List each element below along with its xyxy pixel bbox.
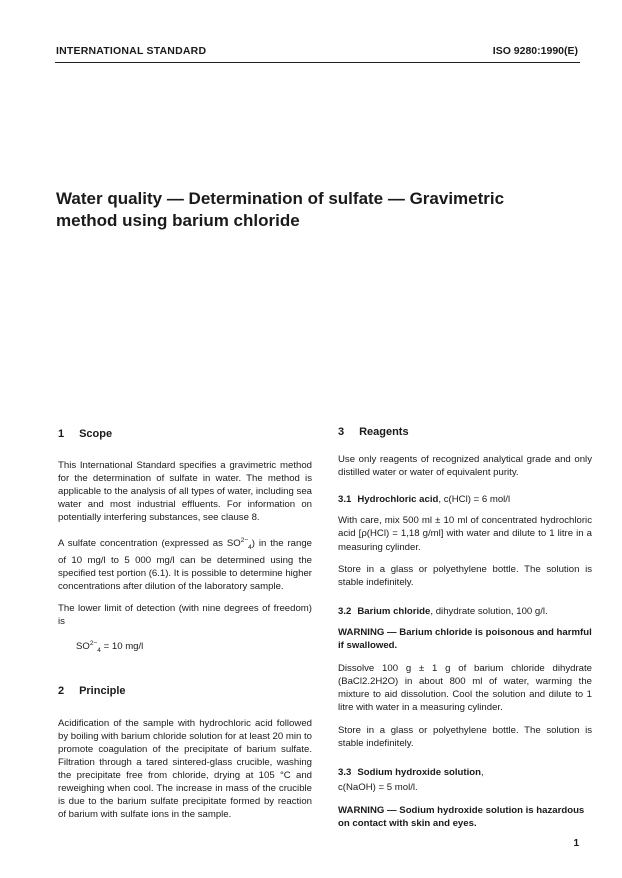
scope-paragraph-3: The lower limit of detection (with nine degrees of freedom) is (58, 603, 312, 628)
section-number: 2 (58, 685, 65, 698)
barium-storage: Store in a glass or polyethylene bottle. The solution is stable indefinitely. (338, 724, 592, 749)
section-number: 1 (58, 428, 65, 440)
section-title: Reagents (359, 426, 409, 438)
section-3-heading (338, 426, 592, 439)
warning-label: WARNING — (338, 626, 400, 638)
section-2-heading (58, 685, 312, 698)
formula-value: = 10 mg/l (100, 641, 144, 653)
header-divider (55, 62, 580, 63)
formula-subscript: 4 (97, 647, 101, 655)
hcl-storage: Store in a glass or polyethylene bottle. The solution is stable indefinitely. (338, 563, 592, 588)
scope-paragraph-1: This International Standard specifies a gravimetric method for the determination of sulfate in water. The method is applicable to the analysis of all types of water, including sea water and most industrial effluents. For information on potentially interfering substances, see clause 8. (58, 460, 312, 524)
standard-number: ISO 9280:1990(E) (492, 45, 578, 57)
formula-symbol: SO (76, 641, 90, 653)
sulfate-charge: 2− (240, 536, 249, 544)
subsection-number: 3.3 (338, 766, 352, 778)
right-column (338, 426, 592, 840)
section-title: Principle (79, 685, 126, 698)
title-line-1: Water quality — Determination of sulfate — Gravimetric (56, 189, 505, 208)
section-title: Scope (79, 428, 113, 440)
subsection-title: Hydrochloric acid (357, 494, 439, 506)
reagents-intro: Use only reagents of recognized analytical grade and only distilled water or water of equivalent purity. (338, 454, 592, 479)
naoh-concentration: c(NaOH) = 5 mol/l. (338, 781, 418, 793)
section-1-heading (58, 428, 312, 441)
naoh-warning (338, 804, 592, 830)
subsection-title: Sodium hydroxide solution (357, 766, 481, 778)
warning-label: WARNING — (338, 804, 400, 816)
principle-paragraph: Acidification of the sample with hydrochloric acid followed by boiling with barium chloride solution for at least 20 min to promote coagulation of the precipitate of barium sulfate. Filtration through a tared sintered-glass crucible, washing the precipitate free from chloride, drying at 105 °C and reweighing when cool. The increase in mass of the crucible is due to the barium sulfate precipitate formed by reaction of barium with sulfate ions in the sample. (58, 717, 312, 821)
title-line-2: method using barium chloride (56, 211, 300, 230)
sulfate-subscript: 4 (248, 543, 252, 551)
subsection-title: Barium chloride (357, 605, 431, 617)
warning-text: Sodium hydroxide solution is hazardous on contact with skin and eyes. (338, 804, 585, 829)
standard-type-label: INTERNATIONAL STANDARD (56, 45, 207, 57)
barium-warning (338, 626, 592, 652)
formula-charge: 2− (89, 640, 98, 648)
subsection-spec: , c(HCl) = 6 mol/l (438, 494, 511, 506)
subsection-number: 3.2 (338, 605, 352, 617)
subsection-spec: , (481, 766, 484, 778)
subsection-number: 3.1 (338, 494, 352, 506)
scope-p2-start: A sulfate concentration (expressed as SO (58, 537, 241, 549)
subsection-3-3-heading (338, 766, 592, 779)
warning-text: Barium chloride is poisonous and harmful if swallowed. (338, 626, 592, 652)
scope-p2-end: ) in the range of 10 mg/l to 5 000 mg/l can be determined using the specified test portion (6.1). It is possible to determine higher concentrations after dilution of the laboratory sample. (58, 537, 312, 592)
detection-limit-formula (76, 637, 312, 657)
subsection-3-2-heading (338, 605, 592, 618)
subsection-3-1-heading (338, 493, 592, 506)
hcl-preparation: With care, mix 500 ml ± 10 ml of concentrated hydrochloric acid [ρ(HCl) = 1,18 g/ml] with water and dilute to 1 litre in a measuring cylinder. (338, 515, 592, 553)
left-column (58, 428, 312, 830)
subsection-spec: , dihydrate solution, 100 g/l. (430, 605, 548, 617)
section-number: 3 (338, 426, 345, 438)
scope-paragraph-2 (58, 534, 312, 593)
page-number: 1 (573, 838, 579, 849)
document-title (56, 188, 556, 232)
barium-preparation: Dissolve 100 g ± 1 g of barium chloride dihydrate (BaCl2.2H2O) in about 800 ml of water, warming the mixture to aid dissolution. Cool the solution and dilute to 1 litre with water in a measuring cylinder. (338, 663, 592, 714)
